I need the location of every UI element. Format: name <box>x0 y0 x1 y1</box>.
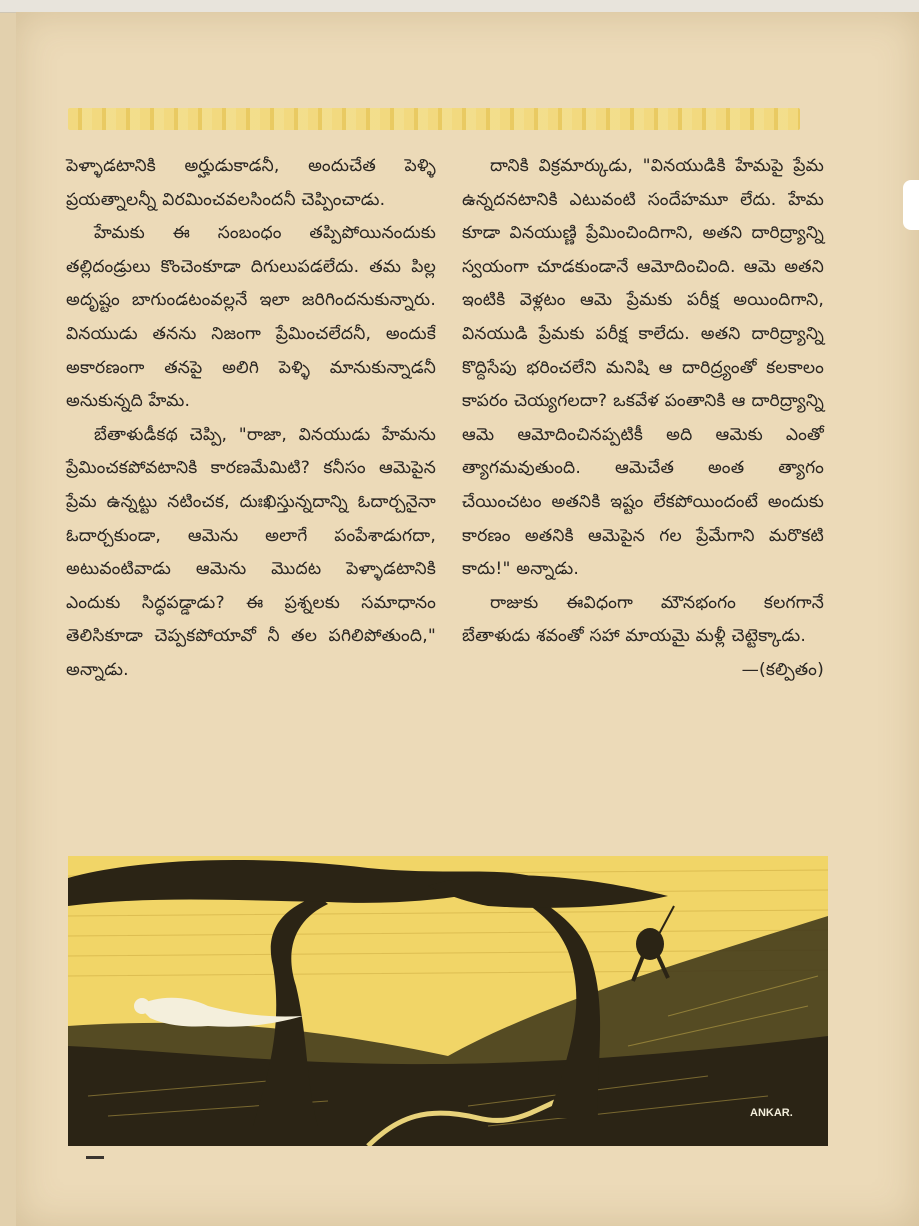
illustration-drawing <box>68 856 828 1146</box>
paragraph: పెళ్ళాడటానికి అర్హుడుకాడనీ, అందుచేత పెళ్ళి ప్రయత్నాలన్నీ విరమించవలసిందనీ చెప్పించాడు. <box>66 156 436 210</box>
story-illustration <box>68 856 828 1146</box>
paragraph: హేమకు ఈ సంబంధం తప్పిపోయినందుకు తల్లిదండ్రులు కొంచెంకూడా దిగులుపడలేదు. తమ పిల్ల అదృష్టం బాగుండటంవల్లనే ఇలా జరిగిందనుకున్నారు. వినయుడు తనను నిజంగా ప్రేమించలేదనీ, అందుకే అకారణంగా తనపై అలిగి పెళ్ళి మానుకున్నాడనీ అనుకున్నది హేమ. <box>66 223 436 412</box>
decorative-border <box>68 108 800 130</box>
left-column <box>66 150 436 688</box>
paragraph: బేతాళుడీకథ చెప్పి, "రాజా, వినయుడు హేమను ప్రేమించకపోవటానికి కారణమేమిటి? కనీసం ఆమెపైన ప్రేమ ఉన్నట్టు నటించక, దుఃఖిస్తున్నదాన్ని ఓదార్చనైనా ఓదార్చకుండా, ఆమెను అలాగే పంపేశాడుగదా, అటువంటివాడు ఆమెను మొదట పెళ్ళాడటానికి ఎందుకు సిద్ధపడ్డాడు? ఈ ప్రశ్నలకు సమాధానం తెలిసికూడా చెప్పకపోయావో నీ తల పగిలిపోతుంది," అన్నాడు. <box>66 424 436 680</box>
artist-signature: ANKAR. <box>750 1107 793 1119</box>
page-tear <box>903 180 919 230</box>
ghost-head <box>134 998 150 1014</box>
paragraph: దానికి విక్రమార్కుడు, "వినయుడికి హేమపై ప్రేమ ఉన్నదనటానికి ఎటువంటి సందేహమూ లేదు. హేమ కూడా వినయుణ్ణి ప్రేమించిందిగాని, అతని దారిద్ర్యాన్ని స్వయంగా చూడకుండానే ఆమోదించింది. ఆమె అతని ఇంటికి వెళ్లటం ఆమె ప్రేమకు పరీక్ష అయిందిగాని, వినయుడి ప్రేమకు పరీక్ష కాలేదు. అతని దారిద్ర్యాన్ని కొద్దిసేపు భరించలేని మనిషి ఆ దారిద్ర్యంతో కలకాలం కాపరం చెయ్యగలదా? ఒకవేళ పంతానికి ఆ దారిద్ర్యాన్ని ఆమె ఆమోదించినప్పటికీ అది ఆమెకు ఎంతో త్యాగమవుతుంది. ఆమెచేత అంత త్యాగం చేయించటం అతనికి ఇష్టం లేకపోయిందంటే అందుకు కారణం అతనికి ఆమెపైన గల ప్రేమేగాని మరొకటి కాదు!" అన్నాడు. <box>462 156 824 580</box>
print-mark <box>86 1156 104 1159</box>
byline: —(కల్పితం) <box>741 659 824 680</box>
paragraph: రాజుకు ఈవిధంగా మౌనభంగం కలగగానే బేతాళుడు శవంతో సహా మాయమై మళ్లీ చెట్టెక్కాడు. <box>462 592 824 647</box>
right-column <box>462 150 824 688</box>
